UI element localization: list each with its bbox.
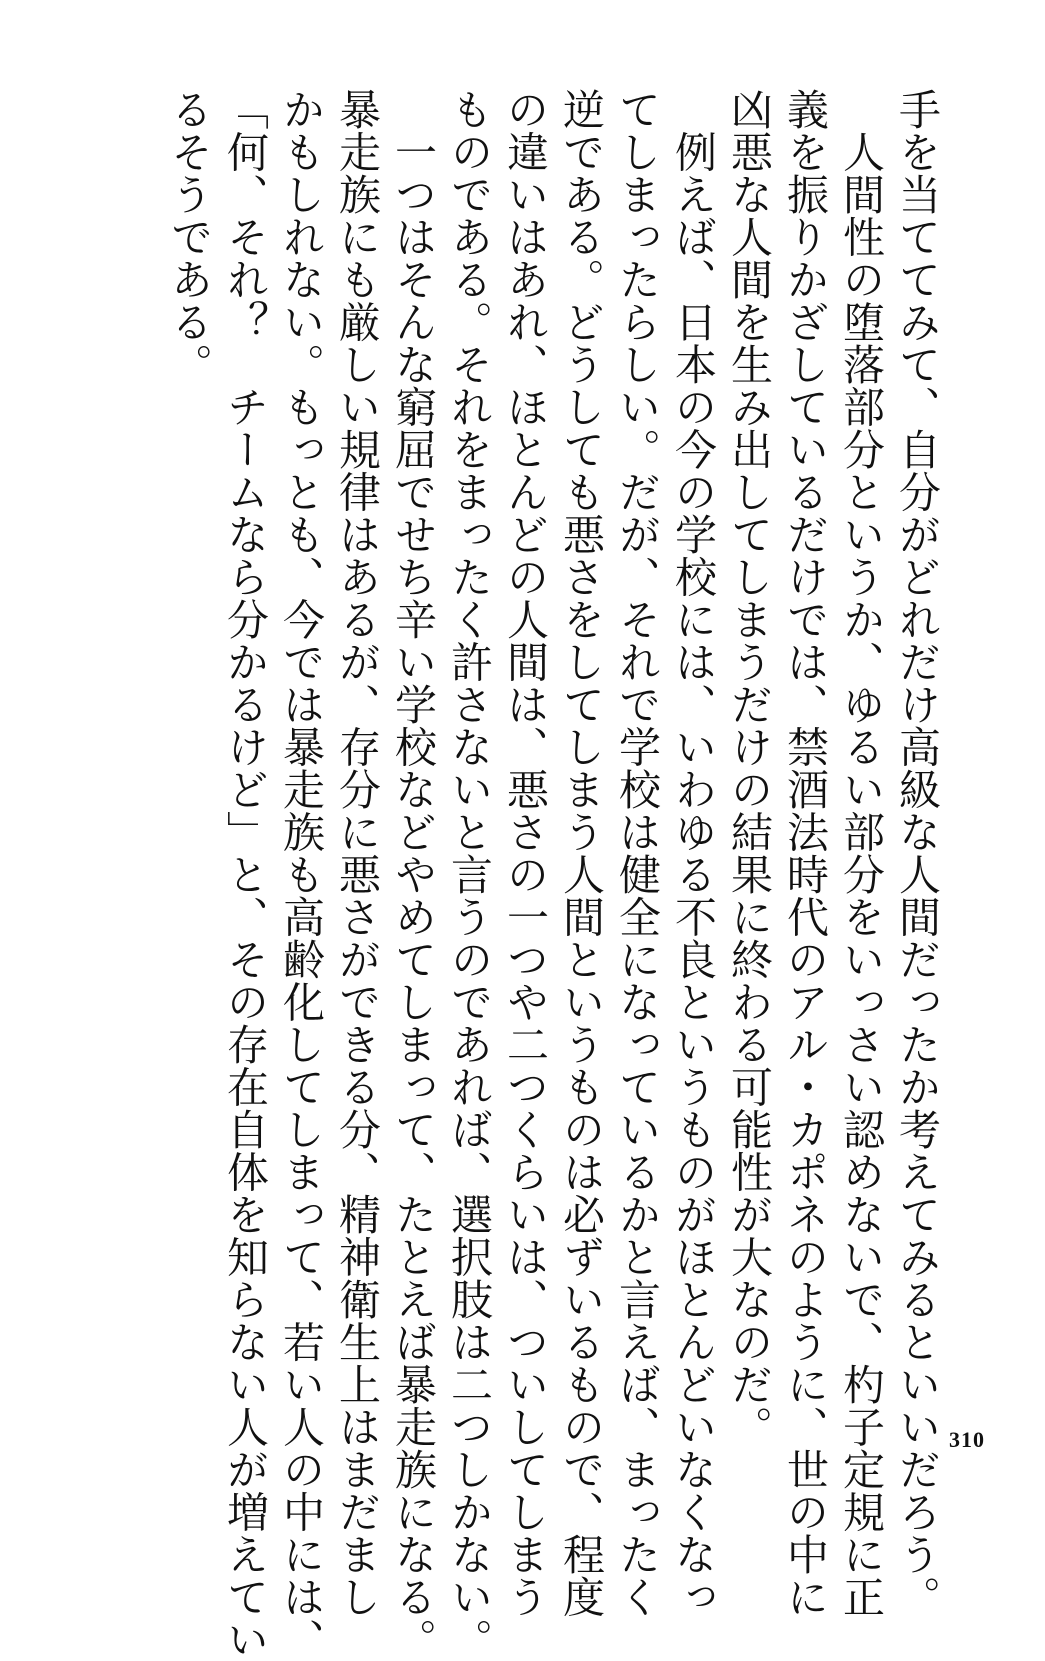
text-line: 手を当ててみて、自分がどれだけ高級な人間だったか考えてみるといいだろう。 (893, 88, 942, 1618)
text-line: 人間性の堕落部分というか、ゆるい部分をいっさい認めないで、杓子定規に正 (837, 88, 886, 1618)
text-line: るそうである。 (165, 88, 214, 386)
page-number: 310 (949, 1427, 985, 1452)
text-line: 暴走族にも厳しい規律はあるが、存分に悪さができる分、精神衛生上はまだまし (333, 88, 382, 1618)
text-line: かもしれない。もっとも、今では暴走族も高齢化してしまって、若い人の中には、 (277, 88, 326, 1661)
vertical-text-body (161, 88, 945, 1661)
text-line: てしまったらしい。だが、それで学校は健全になっているかと言えば、まったく (613, 88, 662, 1618)
text-line: 「何、それ？ チームなら分かるけど」と、その存在自体を知らない人が増えてい (221, 88, 270, 1661)
text-line: ものである。それをまったく許さないと言うのであれば、選択肢は二つしかない。 (445, 88, 494, 1661)
text-line: 例えば、日本の今の学校には、いわゆる不良というものがほとんどいなくなっ (669, 88, 718, 1618)
text-line: 凶悪な人間を生み出してしまうだけの結果に終わる可能性が大なのだ。 (725, 88, 774, 1448)
text-line: 逆である。どうしても悪さをしてしまう人間というものは必ずいるもので、程度 (557, 88, 606, 1618)
text-line: 一つはそんな窮屈でせち辛い学校などやめてしまって、たとえば暴走族になる。 (389, 88, 438, 1661)
text-line: の違いはあれ、ほとんどの人間は、悪さの一つや二つくらいは、ついしてしまう (501, 88, 550, 1618)
text-line: 義を振りかざしているだけでは、禁酒法時代のアル・カポネのように、世の中に (781, 88, 830, 1618)
